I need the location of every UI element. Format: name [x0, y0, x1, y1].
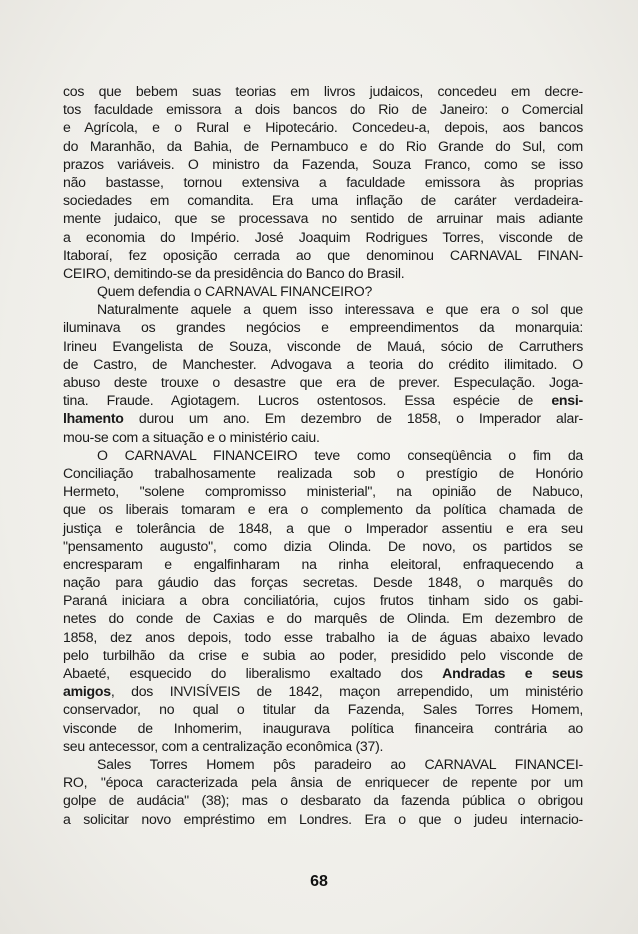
text-line: não bastasse, tornou extensiva a faculdade emissora às proprias	[63, 173, 583, 190]
text-line: encresparam e engalfinharam na rinha eleitoral, enfraquecendo a	[63, 555, 583, 572]
body-text	[63, 82, 583, 828]
text-line: netes do conde de Caxias e do marquês de Olinda. Em dezembro de	[63, 610, 583, 627]
text-line: de Castro, de Manchester. Advogava a teoria do crédito ilimitado. O	[63, 355, 583, 372]
text-line: conservador, no qual o titular da Fazenda, Sales Torres Homem,	[63, 701, 583, 718]
bold-term: amigos	[63, 683, 111, 700]
text-line: a economia do Império. José Joaquim Rodrigues Torres, visconde de	[63, 228, 583, 245]
bold-term: lhamento	[63, 410, 124, 427]
text-line: Paraná iniciara a obra conciliatória, cujos frutos tinham sido os gabi-	[63, 592, 583, 609]
text-line: mente judaico, que se processava no sentido de arruinar mais adiante	[63, 210, 583, 227]
text-line: prazos variáveis. O ministro da Fazenda, Souza Franco, como se isso	[63, 155, 583, 172]
text-line: cos que bebem suas teorias em livros judaicos, concedeu em decre-	[63, 83, 583, 99]
text-line: tos faculdade emissora a dois bancos do Rio de Janeiro: o Comercial	[63, 101, 583, 118]
text-line: visconde de Inhomerim, inaugurava política financeira contrária ao	[63, 719, 583, 736]
text-line: Itaboraí, fez oposição cerrada ao que denominou CARNAVAL FINAN-	[63, 246, 583, 263]
text-line: e Agrícola, e o Rural e Hipotecário. Concedeu-a, depois, aos bancos	[63, 119, 583, 136]
text-line: "pensamento augusto", como dizia Olinda. De novo, os partidos se	[63, 537, 583, 554]
page-number: 68	[310, 873, 328, 890]
text-line: Conciliação trabalhosamente realizada sob o prestígio de Honório	[63, 464, 583, 481]
text-line	[63, 409, 583, 427]
text-line: Irineu Evangelista de Souza, visconde de Mauá, sócio de Carruthers	[63, 337, 583, 354]
text-line: nação para gáudio das forças secretas. Desde 1848, o marquês do	[63, 574, 583, 591]
paragraph-start: Naturalmente aquele a quem isso interessava e que era o sol que	[97, 301, 583, 318]
text-line	[63, 391, 583, 409]
text-line	[63, 682, 583, 700]
text-line: do Maranhão, da Bahia, de Pernambuco e do Rio Grande do Sul, com	[63, 137, 583, 154]
text-line: iluminava os grandes negócios e empreendimentos da monarquia:	[63, 319, 583, 336]
text-run: , dos INVISÍVEIS de 1842, maçon arrependido, um ministério	[110, 683, 583, 700]
text-run: Abaeté, esquecido do liberalismo exaltado dos	[63, 665, 443, 681]
text-line: CEIRO, demitindo-se da presidência do Banco do Brasil.	[63, 264, 405, 281]
text-line: Hermeto, "solene compromisso ministerial", na opinião de Nabuco,	[63, 483, 583, 500]
text-run: durou um ano. Em dezembro de 1858, o Imperador alar-	[123, 410, 583, 427]
paragraph-start: O CARNAVAL FINANCEIRO teve como conseqüência o fim da	[97, 446, 583, 463]
paragraph-start: Sales Torres Homem pôs paradeiro ao CARNAVAL FINANCEI-	[97, 755, 583, 772]
text-line: sociedades em comandita. Era uma inflação de caráter verdadeira-	[63, 192, 583, 209]
text-line: justiça e tolerância de 1848, a que o Imperador assentiu e era seu	[63, 519, 583, 536]
text-line	[63, 664, 583, 682]
text-line: RO, "época caracterizada pela ânsia de enriquecer de repente por um	[63, 774, 583, 791]
text-line: que os liberais tomaram e era o complemento da política chamada de	[63, 501, 583, 518]
text-line: 1858, dez anos depois, todo esse trabalho ia de águas abaixo levado	[63, 628, 583, 645]
text-line: golpe de audácia" (38); mas o desbarato da fazenda pública o obrigou	[63, 792, 583, 809]
text-line: a solicitar novo empréstimo em Londres. Era o que o judeu internacio-	[63, 810, 583, 827]
text-line: mou-se com a situação e o ministério caiu.	[63, 428, 320, 445]
paragraph-start: Quem defendia o CARNAVAL FINANCEIRO?	[97, 283, 373, 300]
text-run: tina. Fraude. Agiotagem. Lucros ostentosos. Essa espécie de	[63, 392, 552, 409]
bold-term: Andradas e seus	[442, 665, 583, 681]
text-line: pelo turbilhão da crise e subia ao poder, presidido pelo visconde de	[63, 646, 583, 663]
text-line: seu antecessor, com a centralização econômica (37).	[63, 737, 384, 754]
bold-term: ensi-	[551, 392, 583, 409]
text-line: abuso deste trouxe o desastre que era de prever. Especulação. Joga-	[63, 374, 583, 390]
